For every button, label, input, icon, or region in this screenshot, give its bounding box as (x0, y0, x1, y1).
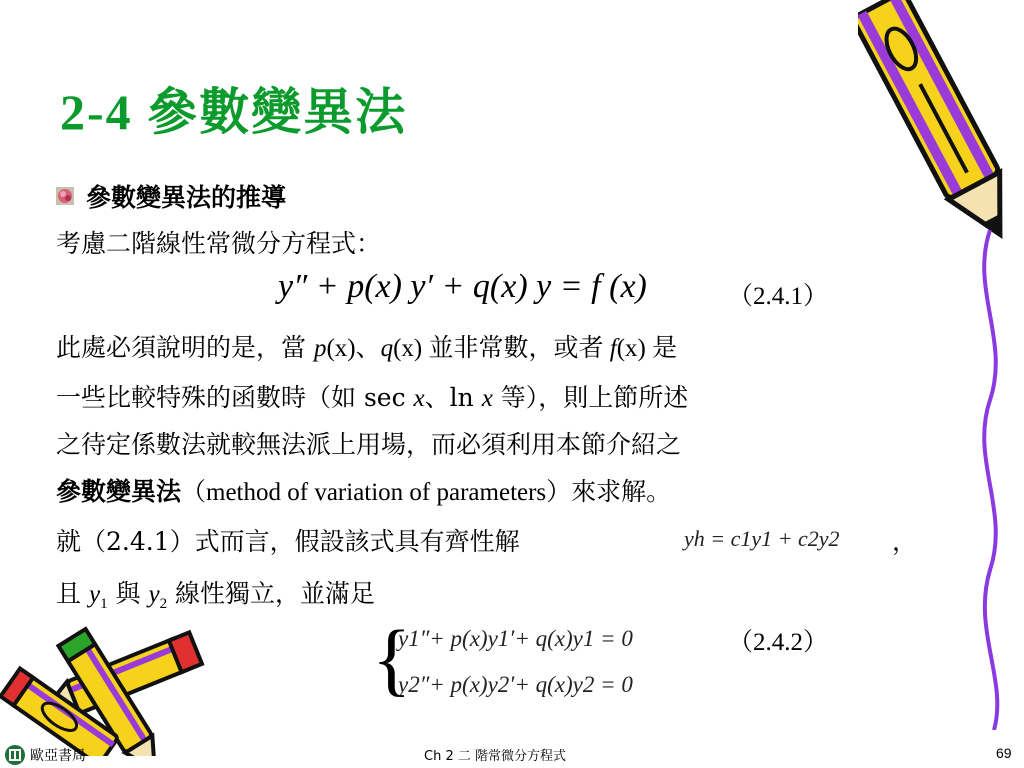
equation-label-2-4-1: （2.4.1） (728, 283, 829, 310)
line-explain-1: 此處必須說明的是，當 p(x)、q(x) 並非常數，或者 f(x) 是 (56, 333, 678, 362)
publisher-logo (4, 744, 86, 766)
line-explain-4: 參數變異法（method of variation of parameters）來求解。 (56, 477, 672, 506)
flower-bullet-icon (56, 187, 74, 205)
footer-chapter: Ch 2 二 階常微分方程式 (424, 749, 566, 764)
wavy-line-decoration-icon (960, 230, 1024, 730)
line-explain-3: 之待定係數法就較無法派上用場，而必須利用本節介紹之 (56, 430, 682, 459)
bullet-heading (56, 178, 286, 214)
equation-2-4-2-line-1: y1″+ p(x)y1′+ q(x)y1 = 0 (398, 626, 633, 651)
pencil-decoration-icon (858, 0, 1024, 248)
equation-label-2-4-2: （2.4.2） (728, 629, 829, 656)
publisher-name: 歐亞書局 (30, 748, 86, 764)
equation-2-4-2-line-2: y2″+ p(x)y2′+ q(x)y2 = 0 (398, 672, 633, 697)
slide-title: 2-4 參數變異法 (60, 84, 408, 140)
line-independent: 且 $y_1$ 與 $y_2$ 線性獨立，並滿足 (56, 579, 376, 612)
homogeneous-solution-equation: yh = c1y1 + c2y2 (684, 526, 840, 551)
page-number: 69 (996, 745, 1012, 761)
equation-2-4-1: y″ + p(x) y′ + q(x) y = f (x) (278, 268, 647, 305)
pencils-bottom-left-icon (0, 616, 210, 756)
line-homogeneous: 就（2.4.1）式而言，假設該式具有齊性解 (56, 527, 520, 556)
line-consider: 考慮二階線性常微分方程式： (56, 229, 382, 258)
bullet-text: 參數變異法的推導 (86, 183, 287, 212)
line-homogeneous-comma: ， (892, 527, 918, 556)
system-brace: { (372, 613, 412, 704)
publisher-emblem-icon (4, 744, 26, 766)
line-explain-2: 一些比較特殊的函數時（如 sec x、ln x 等），則上節所述 (56, 383, 689, 412)
